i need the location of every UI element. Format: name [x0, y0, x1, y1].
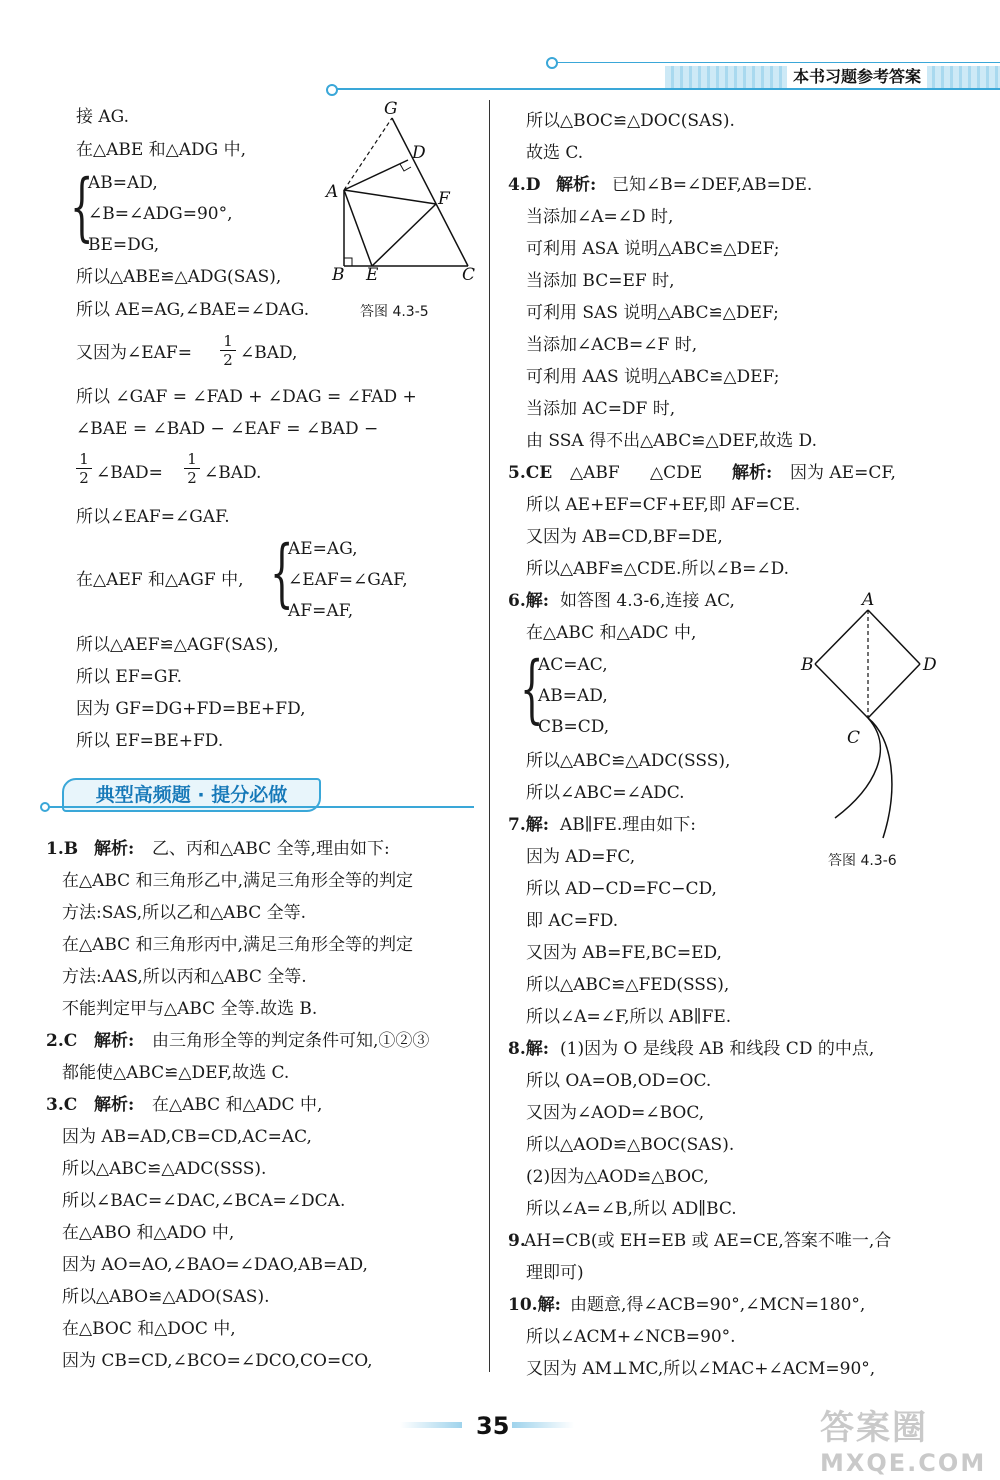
text-line: AB=AD, — [88, 173, 158, 193]
text-line: 所以△ABC≌△ADC(SSS). — [62, 1159, 267, 1179]
label-A: A — [326, 182, 339, 202]
figure-caption: 答图 4.3-5 — [360, 304, 429, 320]
text-line: 故选 C. — [526, 143, 584, 163]
text-line: 所以 OA=OB,OD=OC. — [526, 1071, 712, 1091]
line-BC — [815, 664, 868, 718]
text-line: 不能判定甲与△ABC 全等.故选 B. — [62, 999, 318, 1019]
question-number: 2.C — [46, 1031, 78, 1051]
brace-icon: { — [270, 530, 294, 616]
fraction: $\frac{1}{2}$ — [76, 450, 92, 487]
text-line: 所以∠BAC=∠DAC,∠BCA=∠DCA. — [62, 1191, 346, 1211]
text-line: △ABF — [570, 463, 620, 483]
question-number: 3.C — [46, 1095, 78, 1115]
text-line: 因为 AD=FC, — [526, 847, 636, 867]
question-number: 4.D — [508, 175, 541, 195]
text-line: 又因为 AM⊥MC,所以∠MAC+∠ACM=90°, — [526, 1359, 876, 1379]
text-line: AC=AC, — [538, 655, 608, 675]
text-line: 又因为∠AOD=∠BOC, — [526, 1103, 705, 1123]
question-number: 10.解: — [508, 1295, 561, 1315]
question-number: 9. — [508, 1231, 526, 1251]
text-line: 所以 AD−CD=FC−CD, — [526, 879, 717, 899]
analysis-label: 解析: — [732, 463, 773, 483]
text-line: AF=AF, — [288, 601, 354, 621]
label-D: D — [923, 655, 937, 675]
text-line: 当添加 BC=EF 时, — [526, 271, 675, 291]
question-number: 7.解: — [508, 815, 550, 835]
text-line: 由三角形全等的判定条件可知,①②③ — [152, 1031, 430, 1051]
text-line: 在△ABO 和△ADO 中, — [62, 1223, 235, 1243]
text-line: 在△ABC 和三角形乙中,满足三角形全等的判定 — [62, 871, 413, 891]
text-line: 理即可) — [526, 1263, 584, 1283]
label-D: D — [412, 143, 426, 163]
text-line: 所以 EF=GF. — [76, 667, 182, 687]
text-line: 因为 AB=AD,CB=CD,AC=AC, — [62, 1127, 312, 1147]
line-AD — [868, 610, 920, 664]
text-line: 所以△AOD≌△BOC(SAS). — [526, 1135, 735, 1155]
text-line: 在△ABC 和△ADC 中, — [152, 1095, 323, 1115]
label-B: B — [801, 655, 814, 675]
text-line: 可利用 ASA 说明△ABC≌△DEF; — [526, 239, 780, 259]
header-title: 本书习题参考答案 — [787, 66, 927, 88]
text-line: 所以△BOC≌△DOC(SAS). — [526, 111, 735, 131]
text-line: 所以 ∠GAF = ∠FAD + ∠DAG = ∠FAD + — [76, 387, 417, 407]
text-line: 所以 AE=AG,∠BAE=∠DAG. — [76, 300, 310, 320]
text-line: 所以△ABE≌△ADG(SAS), — [76, 267, 282, 287]
question-number: 8.解: — [508, 1039, 550, 1059]
text-line: △CDE — [650, 463, 703, 483]
text-line: BE=DG, — [88, 235, 160, 255]
text-line: 所以△ABC≌△FED(SSS), — [526, 975, 730, 995]
text-line: (1)因为 O 是线段 AB 和线段 CD 的中点, — [560, 1039, 875, 1059]
section-dot-icon — [40, 802, 50, 812]
line-AF — [344, 190, 436, 204]
brace-icon: { — [70, 164, 94, 250]
analysis-label: 解析: — [94, 1095, 135, 1115]
section-title: 典型高频题 · 提分必做 — [62, 778, 321, 812]
analysis-label: 解析: — [94, 839, 135, 859]
text-line: 所以△AEF≌△AGF(SAS), — [76, 635, 279, 655]
text-line: 又因为 AB=CD,BF=DE, — [526, 527, 723, 547]
text-line: ∠BAD. — [204, 463, 262, 483]
question-number: 5.CE — [508, 463, 553, 483]
text-line: 所以∠A=∠B,所以 AD∥BC. — [526, 1199, 737, 1219]
figure-caption: 答图 4.3-6 — [828, 853, 897, 869]
text-line: 可利用 SAS 说明△ABC≌△DEF; — [526, 303, 779, 323]
text-line: 当添加∠A=∠D 时, — [526, 207, 674, 227]
label-F: F — [438, 189, 450, 209]
text-line: AH=CB(或 EH=EB 或 AE=CE,答案不唯一,合 — [524, 1231, 892, 1251]
text-line: 接 AG. — [76, 107, 130, 127]
watermark-logo: 答案圈 MXQE.COM — [820, 1408, 987, 1477]
right-angle-mark-B — [344, 258, 352, 266]
analysis-label: 解析: — [94, 1031, 135, 1051]
header-rule — [330, 88, 1000, 90]
text-line: 因为 AE=CF, — [790, 463, 896, 483]
text-line: 因为 AO=AO,∠BAO=∠DAO,AB=AD, — [62, 1255, 368, 1275]
text-line: CB=CD, — [538, 717, 610, 737]
header-dot-icon — [546, 57, 558, 69]
text-line: 可利用 AAS 说明△ABC≌△DEF; — [526, 367, 780, 387]
line-AE — [344, 190, 372, 266]
text-line: 因为 GF=DG+FD=BE+FD, — [76, 699, 306, 719]
text-line: 所以∠EAF=∠GAF. — [76, 507, 230, 527]
text-line: 都能使△ABC≌△DEF,故选 C. — [62, 1063, 290, 1083]
label-A: A — [862, 590, 875, 610]
section-underline — [44, 806, 474, 808]
text-line: (2)因为△AOD≌△BOC, — [526, 1167, 709, 1187]
page-number: 35 — [476, 1412, 510, 1440]
text-line: 所以△ABO≌△ADO(SAS). — [62, 1287, 270, 1307]
text-line: 所以∠A=∠F,所以 AB∥FE. — [526, 1007, 732, 1027]
text-line: ∠B=∠ADG=90°, — [88, 204, 233, 224]
fraction: $\frac{1}{2}$ — [184, 450, 200, 487]
question-number: 6.解: — [508, 591, 550, 611]
header-dot-icon — [326, 84, 338, 96]
text-line: ∠BAE = ∠BAD − ∠EAF = ∠BAD − — [76, 419, 379, 439]
brace-icon: { — [520, 646, 544, 732]
text-line: 所以△ABF≌△CDE.所以∠B=∠D. — [526, 559, 790, 579]
text-line: 又因为∠EAF= — [76, 343, 192, 363]
text-line: AB∥FE.理由如下: — [560, 815, 696, 835]
fraction: $\frac{1}{2}$ — [220, 332, 236, 369]
text-line: 在△ABC 和三角形丙中,满足三角形全等的判定 — [62, 935, 413, 955]
text-line: AB=AD, — [538, 686, 608, 706]
column-divider — [489, 100, 490, 1372]
label-G: G — [384, 100, 398, 119]
text-line: ∠BAD= — [96, 463, 163, 483]
text-line: 当添加 AC=DF 时, — [526, 399, 676, 419]
line-EF — [372, 204, 436, 266]
text-line: 如答图 4.3-6,连接 AC, — [560, 591, 735, 611]
text-line: 所以∠ABC=∠ADC. — [526, 783, 685, 803]
text-line: 方法:AAS,所以丙和△ABC 全等. — [62, 967, 307, 987]
text-line: 方法:SAS,所以乙和△ABC 全等. — [62, 903, 307, 923]
figure-4-3-5 — [320, 100, 490, 290]
text-line: 已知∠B=∠DEF,AB=DE. — [612, 175, 813, 195]
label-E: E — [366, 265, 379, 285]
analysis-label: 解析: — [556, 175, 597, 195]
text-line: 当添加∠ACB=∠F 时, — [526, 335, 698, 355]
line-AB — [815, 610, 868, 664]
text-line: ∠BAD, — [240, 343, 298, 363]
footer-decoration — [512, 1422, 574, 1428]
text-line: AE=AG, — [288, 539, 358, 559]
text-line: 由题意,得∠ACB=90°,∠MCN=180°, — [570, 1295, 866, 1315]
figure-4-3-6 — [795, 588, 945, 848]
text-line: 乙、丙和△ABC 全等,理由如下: — [152, 839, 390, 859]
question-number: 1.B — [46, 839, 79, 859]
text-line: 所以 EF=BE+FD. — [76, 731, 224, 751]
label-B: B — [332, 265, 345, 285]
right-angle-mark-D — [400, 164, 411, 171]
text-line: 又因为 AB=FE,BC=ED, — [526, 943, 722, 963]
line-GC — [392, 118, 468, 266]
text-line: 在△ABE 和△ADG 中, — [76, 140, 247, 160]
label-C: C — [847, 728, 861, 748]
header-rule-thin — [548, 62, 1000, 63]
text-line: 因为 CB=CD,∠BCO=∠DCO,CO=CO, — [62, 1351, 373, 1371]
text-line: 在△BOC 和△DOC 中, — [62, 1319, 236, 1339]
text-line: 在△ABC 和△ADC 中, — [526, 623, 697, 643]
text-line: 所以∠ACM+∠NCB=90°. — [526, 1327, 736, 1347]
text-line: 所以△ABC≌△ADC(SSS), — [526, 751, 731, 771]
text-line: 在△AEF 和△AGF 中, — [76, 570, 244, 590]
footer-decoration — [400, 1422, 462, 1428]
label-C: C — [462, 265, 476, 285]
text-line: 由 SSA 得不出△ABC≌△DEF,故选 D. — [526, 431, 817, 451]
text-line: ∠EAF=∠GAF, — [288, 570, 408, 590]
text-line: 所以 AE+EF=CF+EF,即 AF=CE. — [526, 495, 801, 515]
line-DC — [868, 664, 920, 718]
text-line: 即 AC=FD. — [526, 911, 619, 931]
